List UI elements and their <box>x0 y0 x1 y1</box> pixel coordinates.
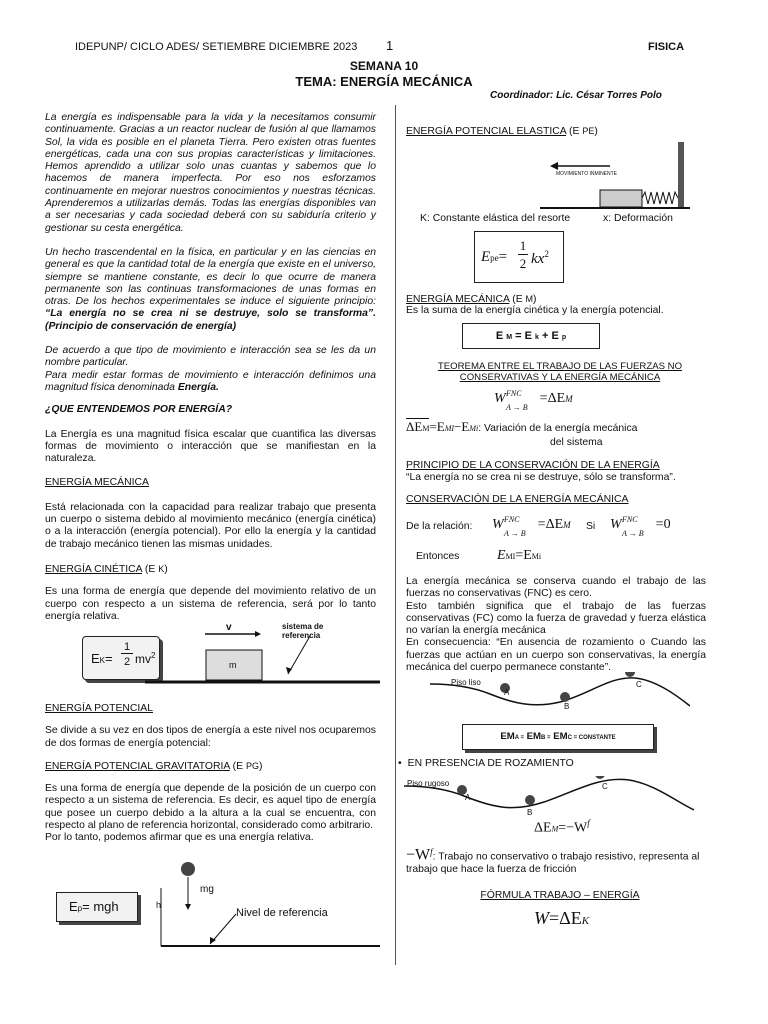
grav-subscript: PG <box>245 760 259 771</box>
gravitational-text-2: Por lo tanto, podemos afirmar que es una energía relativa. <box>45 832 314 844</box>
elastic-block <box>600 190 642 207</box>
gravitational-text: Es una forma de energía que depende de la posición de un cuerpo con respecto a un sistema de referencia. Es decir, es aquel tipo de energía que posee un cuerpo debido a la altura a la cual se encuentra, con respecto al plano de referencia horizontal, considerado como arbitrario. <box>45 783 376 832</box>
x-label: x: Deformación <box>603 213 673 224</box>
motion-label: MOVIMIENTO INMINENTE <box>556 171 618 177</box>
point-b-label: B <box>564 702 570 711</box>
kinetic-symbol: (E <box>144 563 156 575</box>
intro-paragraph-1: La energía es indispensable para la vida y la necesitamos consumir continuamente. Gracias a un reactor nuclear de fusión al que llamamos Sol, la vida es posible en el planeta Tierra. Pero existen otras fuentes energéticas, cada una con sus propias características y limitaciones. Hemos aprendido a utilizar solo unas cuantas y sabemos que lo hacemos de manera imperfecta. Por eso nos esforzamos continuamente en mejorar nuestros conocimientos y nuestras técnicas. Aprenderemos a utilizarlas demás. Todas las energías disponibles van a ser necesarias y cada sociedad deberá con su sabiduría criterio y gestionar su cesta energética. <box>45 112 376 234</box>
em-constant-text <box>463 731 653 742</box>
em-e: E <box>495 330 504 342</box>
final-eq: =ΔE <box>549 908 582 928</box>
topic-title: TEMA: ENERGÍA MECÁNICA <box>295 74 473 89</box>
weight-arrowhead <box>185 904 191 910</box>
epe-equals: = <box>498 249 508 265</box>
em-close: ) <box>533 294 537 305</box>
kinetic-diagram <box>60 628 380 692</box>
epe-numerator: 1 <box>519 238 527 253</box>
em-a-sub: A = <box>514 735 524 741</box>
theorem-heading-1: TEOREMA ENTRE EL TRABAJO DE LAS FUERZAS NO <box>437 361 683 372</box>
heading-elastic-label: ENERGÍA POTENCIAL ELASTICA <box>406 126 567 137</box>
header-left: IDEPUNP/ CICLO ADES/ SETIEMBRE DICIEMBRE 2023 <box>75 41 358 53</box>
heading-mechanical-right-label: ENERGÍA MECÁNICA <box>406 294 510 305</box>
kinetic-text: Es una forma de energía que depende del movimiento relativo de un cuerpo con respecto a un sistema de referencia, será por lo tanto energía relativa. <box>45 586 376 622</box>
em-b-sub: B = <box>541 735 551 741</box>
roz-m: M <box>551 824 559 834</box>
friction-formula <box>534 818 590 837</box>
heading-potential: ENERGÍA POTENCIAL <box>45 703 153 714</box>
intro-text-4: Para medir estar formas de movimiento e interacción definimos una magnitud física denominada <box>45 369 376 393</box>
delta-description-2: del sistema <box>550 437 603 448</box>
page-number: 1 <box>386 38 394 53</box>
elastic-formula-lhs <box>481 249 507 266</box>
em-m: M <box>506 334 513 341</box>
energy-definition: La Energía es una magnitud física escalar que cuantifica las diversas formas de movimiento o interacción que se manifiestan en la naturaleza. <box>45 428 376 465</box>
conservation-p3: En consecuencia: “En ausencia de rozamiento o Cuando las fuerzas que actúan en un cuerpo son conservativas, la energía mecánica del cuerpo permanece constante”. <box>406 637 706 674</box>
rel-sup2: FNC <box>622 515 638 524</box>
elastic-symbol: (E <box>569 126 580 137</box>
delta-m: M <box>422 424 430 433</box>
em-ep: + E <box>542 330 559 342</box>
kinetic-figure <box>60 622 380 692</box>
falling-ball <box>181 862 195 876</box>
potential-text: Se divide a su vez en dos tipos de energía a este nivel nos ocuparemos de dos formas de energía potencial: <box>45 725 376 749</box>
heading-principle: PRINCIPIO DE LA CONSERVACIÓN DE LA ENERGÍA <box>406 460 660 471</box>
ek-denominator: 2 <box>123 656 131 668</box>
theorem-heading-2: CONSERVATIVAS Y LA ENERGÍA MECÁNICA <box>459 372 661 383</box>
delta-eq: =E <box>429 419 445 434</box>
final-k: K <box>581 915 590 927</box>
ent-e: E <box>497 548 506 563</box>
delta-lhs <box>406 418 429 434</box>
conservation-p2: Esto también significa que el trabajo de las fuerzas conservativas (FC) como la fuerza de gravedad y fuerza elástica no varían la energía mecánica <box>406 600 706 637</box>
rel-rhs-sub: M <box>563 520 571 530</box>
relation-label: De la relación: <box>406 521 473 532</box>
reference-arrow <box>288 636 310 674</box>
ent-mi2: Mi <box>531 552 542 561</box>
theorem-formula <box>494 389 573 412</box>
ek-equals: = <box>105 651 113 666</box>
ent-eq: =E <box>515 548 532 563</box>
ek-numerator: 1 <box>121 641 133 654</box>
delta-e: ΔE <box>406 419 423 434</box>
em-c-sub: C = CONSTANTE <box>567 735 616 741</box>
thm-sup: FNC <box>506 389 522 398</box>
ep-symbol: E <box>69 899 78 914</box>
epe-denominator: 2 <box>519 256 527 271</box>
heading-gravitational <box>45 760 376 773</box>
ep-rhs: = mgh <box>82 899 119 914</box>
rough-point-b-label: B <box>527 808 533 817</box>
grav-close: ) <box>258 760 263 772</box>
mv-square: 2 <box>151 651 156 660</box>
si-label: Si <box>586 521 596 532</box>
mechanical-text: Está relacionada con la capacidad para realizar trabajo que presenta un cuerpo o sistema debido al movimiento mecánico (energía cinética) o a la interacción (energía potencial). Por ello la energía y la cantidad de trabajo mecánico tienen las mismas unidades. <box>45 501 376 550</box>
heading-conservation: CONSERVACIÓN DE LA ENERGÍA MECÁNICA <box>406 494 629 505</box>
spring <box>642 192 678 204</box>
rough-floor-label: Piso rugoso <box>407 779 450 788</box>
em-constant-box <box>462 724 654 750</box>
kx-square: 2 <box>544 249 549 259</box>
intro-energy-word: Energía. <box>177 381 219 393</box>
principle-text: “La energía no se crea ni se destruye, sólo se transforma”. <box>406 472 676 483</box>
heading-mechanical: ENERGÍA MECÁNICA <box>45 477 149 489</box>
ek-subscript: K <box>99 656 106 665</box>
week-title: SEMANA 10 <box>349 59 419 73</box>
velocity-label: v <box>226 622 232 633</box>
mechanical-formula-box <box>462 323 600 349</box>
mechanical-definition: Es la suma de la energía cinética y la energía potencial. <box>406 305 664 316</box>
work-energy-formula <box>534 908 589 929</box>
thm-sub: A → B <box>506 403 528 412</box>
roz-delta: ΔE <box>534 820 552 836</box>
friction-heading: EN PRESENCIA DE ROZAMIENTO <box>407 758 574 769</box>
rel-w: W <box>492 517 504 532</box>
wf-description: : Trabajo no conservativo o trabajo resistivo, representa al trabajo que hace la fuerza de fricción <box>406 851 700 875</box>
em-p: p <box>561 334 567 341</box>
rel-sup: FNC <box>504 515 520 524</box>
left-column-2 <box>45 703 376 845</box>
rel-sub: A → B <box>504 529 526 538</box>
reference-label-2: referencia <box>282 631 321 640</box>
kx-text: kx <box>531 251 545 267</box>
delta-mi: MI <box>444 424 455 433</box>
friction-bullet <box>398 758 574 769</box>
epe-symbol: E <box>481 249 491 265</box>
thm-rhs-sub: M <box>565 394 573 404</box>
header-right: FISICA <box>648 41 685 53</box>
roz-f: f <box>587 818 590 828</box>
conservation-text <box>406 576 706 674</box>
delta-minus: −E <box>454 419 470 434</box>
mg-label: mg <box>200 884 214 895</box>
epe-subscript: pe <box>490 253 499 263</box>
column-divider <box>395 105 396 965</box>
mass-label: m <box>229 660 237 670</box>
intro-text: Un hecho trascendental en la física, en particular y en las ciencias en general es que la cantidad total de la energía que existe en el universo, siempre se mantiene constante, es decir lo que ocurre de manera permanente son las continuas transformaciones de unas formas en otras. De los hechos experimentales se induce el siguiente principio: <box>45 246 376 308</box>
thm-rhs: =ΔE <box>539 391 566 406</box>
heading-kinetic <box>45 563 376 576</box>
rough-ball-b <box>525 795 535 805</box>
wf-sup: f <box>430 847 433 857</box>
conservation-p1: La energía mecánica se conserva cuando el trabajo de las fuerzas no conservativas (FNC) es cero. <box>406 576 706 600</box>
friction-work-text <box>406 846 706 876</box>
kinetic-close: ) <box>164 563 168 575</box>
delta-formula <box>406 420 637 436</box>
final-w: W <box>534 908 549 928</box>
em-c: EM <box>550 731 568 742</box>
grav-symbol: (E <box>232 760 244 772</box>
ball-b <box>560 692 570 702</box>
ep-subscript: p <box>77 904 83 913</box>
elastic-close: ) <box>594 126 598 137</box>
relation-formula-1 <box>492 515 571 538</box>
mv-text: mv <box>135 652 151 666</box>
intro-paragraph-2 <box>45 247 376 333</box>
question-heading: ¿QUE ENTENDEMOS POR ENERGÍA? <box>45 404 233 416</box>
kinetic-subscript: K <box>158 563 165 574</box>
wf-symbol: −W <box>406 846 431 864</box>
mechanical-formula <box>463 330 599 342</box>
point-c-label: C <box>636 680 642 689</box>
em-a: EM <box>500 731 515 742</box>
rough-point-c-label: C <box>602 782 608 791</box>
ent-mi: MI <box>505 552 516 561</box>
velocity-arrowhead <box>255 631 261 637</box>
gravitational-diagram <box>50 860 380 950</box>
ek-symbol: E <box>91 651 100 666</box>
relation-formula-2 <box>610 515 671 538</box>
delta-description: : Variación de la energía mecánica <box>478 423 638 434</box>
rel-rhs: =ΔE <box>537 517 564 532</box>
wall <box>678 142 684 208</box>
elastic-subscript: PE <box>582 126 595 136</box>
em-ek: = E <box>515 330 532 342</box>
heading-elastic <box>406 125 706 138</box>
epe-kx <box>531 249 549 268</box>
intro-paragraph-3: De acuerdo a que tipo de movimiento e interacción sea se les da un nombre particular. <box>45 345 376 369</box>
rough-point-a-label: A <box>465 793 471 802</box>
heading-gravitational-label: ENERGÍA POTENCIAL GRAVITATORIA <box>45 760 230 772</box>
em-symbol: (E <box>512 294 523 305</box>
ball-c <box>625 672 635 677</box>
rel-sub2: A → B <box>622 529 644 538</box>
left-column <box>45 112 376 623</box>
bullet-dot: • <box>398 758 402 769</box>
intro-paragraph-4 <box>45 370 376 395</box>
reference-label-1: sistema de <box>282 622 324 631</box>
entonces-formula <box>497 548 541 564</box>
reference-label <box>282 622 323 640</box>
motion-arrowhead <box>550 162 558 170</box>
rough-ball-c <box>595 776 605 779</box>
em-subscript: M <box>525 294 534 304</box>
em-b: EM <box>523 731 542 742</box>
smooth-floor-label: Piso liso <box>451 678 481 687</box>
gravitational-figure <box>50 860 380 950</box>
point-a-label: A <box>504 688 510 697</box>
k-label: K: Constante elástica del resorte <box>420 213 571 224</box>
reference-level-label: Nivel de referencia <box>236 907 328 919</box>
delta-mi2: Mi <box>469 424 479 433</box>
coordinator: Coordinador: Lic. César Torres Polo <box>490 90 662 101</box>
entonces-label: Entonces <box>416 551 460 562</box>
em-k: k <box>535 334 539 341</box>
heading-kinetic-label: ENERGÍA CINÉTICA <box>45 563 143 575</box>
rel-zero: =0 <box>655 517 671 532</box>
roz-rhs: =−W <box>558 820 588 836</box>
rel-w2: W <box>610 517 622 532</box>
elastic-formula-box <box>474 231 564 283</box>
height-label: h <box>156 900 162 910</box>
thm-w: W <box>494 391 506 406</box>
heading-work-energy: FÓRMULA TRABAJO – ENERGÍA <box>480 890 640 901</box>
intro-principle: “La energía no se crea ni se destruye, solo se transforma”. (Principio de conservación de energía) <box>45 308 376 332</box>
